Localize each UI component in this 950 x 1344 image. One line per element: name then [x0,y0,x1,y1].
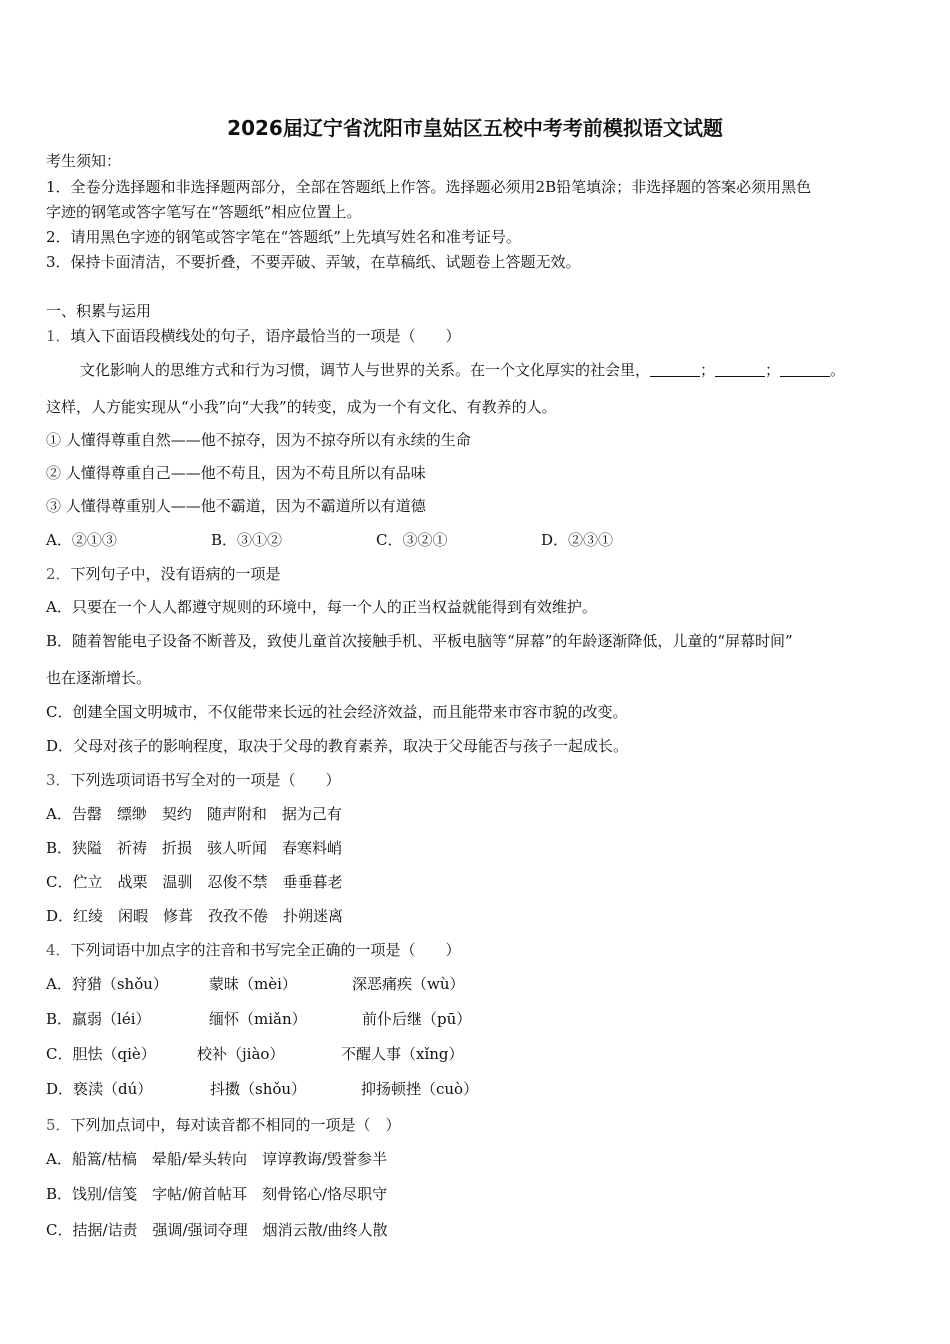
q1-separator-1: ； [700,361,716,379]
q3-option-b: B．狭隘 祈祷 折损 骇人听闻 春寒料峭 [46,839,343,857]
q3-stem [46,770,341,790]
q1-option-a: A．②①③ [46,531,117,549]
q4-option-b [46,1009,471,1029]
q4-option-b-word-3: 前仆后继（pū） [362,1010,472,1028]
q5-option-a: A．船篙/枯槁 晕船/晕头转向 谆谆教诲/毁誉参半 [46,1150,387,1168]
q1-passage-line1 [80,360,845,380]
q1-passage-line2: 这样，人方能实现从“小我”向“大我”的转变，成为一个有文化、有教养的人。 [46,398,557,416]
q5-option-c: C．拮据/诘责 强调/强词夺理 烟消云散/曲终人散 [46,1221,388,1239]
q3-option-a: A．告罄 缥缈 契约 随声附和 据为己有 [46,805,342,823]
q1-blank-1 [650,362,700,377]
q1-sentence-1: ① 人懂得尊重自然——他不掠夺，因为不掠夺所以有永续的生命 [46,431,471,449]
q4-option-c-word-1: C．胆怯（qiè） [46,1045,156,1063]
q4-number: 4． [46,941,71,959]
page-title: 2026届辽宁省沈阳市皇姑区五校中考考前模拟语文试题 [227,116,723,140]
q4-stem [46,940,461,960]
q2-option-b-cont: 也在逐渐增长。 [46,669,152,687]
q4-option-b-word-1: B．羸弱（léi） [46,1010,151,1028]
q5-option-b: B．饯别/信笺 字帖/俯首帖耳 刻骨铭心/恪尽职守 [46,1185,388,1203]
q1-option-c: C．③②① [376,531,448,549]
q2-option-c: C．创建全国文明城市，不仅能带来长远的社会经济效益，而且能带来市容市貌的改变。 [46,703,628,721]
q1-stem-text: 填入下面语段横线处的句子，语序最恰当的一项是（ ） [70,327,461,345]
q1-separator-2: ； [765,361,781,379]
q1-blank-2 [715,362,765,377]
q2-stem-text: 下列句子中，没有语病的一项是 [70,565,281,583]
q2-option-d: D．父母对孩子的影响程度，取决于父母的教育素养，取决于父母能否与孩子一起成长。 [46,737,629,755]
q1-passage-end: 。 [830,361,846,379]
q4-option-a-word-1: A．狩猎（shǒu） [46,975,168,993]
notice-item-1-cont: 字迹的钢笔或答字笔写在“答题纸”相应位置上。 [46,203,362,221]
q2-stem [46,564,281,584]
q1-option-b: B．③①② [211,531,283,549]
q2-option-b: B．随着智能电子设备不断普及，致使儿童首次接触手机、平板电脑等“屏幕”的年龄逐渐降低，儿童的“屏幕时间” [46,632,793,650]
q1-sentence-3: ③ 人懂得尊重别人——他不霸道，因为不霸道所以有道德 [46,497,426,515]
notice-item-3: 3．保持卡面清洁，不要折叠，不要弄破、弄皱，在草稿纸、试题卷上答题无效。 [46,253,581,271]
q4-option-d [46,1079,478,1099]
q5-number: 5． [46,1116,71,1134]
q1-number: 1． [46,327,71,345]
q2-option-a: A．只要在一个人人都遵守规则的环境中，每一个人的正当权益就能得到有效维护。 [46,598,597,616]
q1-stem [46,326,461,346]
q3-number: 3． [46,771,71,789]
q3-option-d: D．红绫 闲暇 修葺 孜孜不倦 扑朔迷离 [46,907,344,925]
q1-passage-text: 文化影响人的思维方式和行为习惯，调节人与世界的关系。在一个文化厚实的社会里， [80,361,651,379]
q3-option-c: C．伫立 战栗 温驯 忍俊不禁 垂垂暮老 [46,873,343,891]
q4-option-a [46,974,465,994]
q4-option-c-word-3: 不醒人事（xǐng） [341,1045,464,1063]
q4-option-c [46,1044,464,1064]
section-heading: 一、积累与运用 [46,302,152,320]
q1-options [46,530,613,550]
q4-option-d-word-2: 抖擞（shǒu） [210,1080,307,1098]
notice-item-1: 1．全卷分选择题和非选择题两部分，全部在答题纸上作答。选择题必须用2B铅笔填涂；非选择题的答案必须用黑色 [46,178,812,196]
q4-option-c-word-2: 校补（jiào） [197,1045,285,1063]
q3-stem-text: 下列选项词语书写全对的一项是（ ） [70,771,341,789]
q1-option-d: D．②③① [541,531,614,549]
q4-option-b-word-2: 缅怀（miǎn） [209,1010,307,1028]
q4-option-a-word-2: 蒙昧（mèi） [209,975,297,993]
q4-stem-text: 下列词语中加点字的注音和书写完全正确的一项是（ ） [70,941,461,959]
notice-item-2: 2．请用黑色字迹的钢笔或答字笔在“答题纸”上先填写姓名和准考证号。 [46,228,521,246]
q1-blank-3 [780,362,830,377]
q5-stem-text: 下列加点词中，每对读音都不相同的一项是（ ） [70,1116,401,1134]
q1-sentence-2: ② 人懂得尊重自己——他不苟且，因为不苟且所以有品味 [46,464,426,482]
q5-stem [46,1115,401,1135]
q4-option-a-word-3: 深恶痛疾（wù） [352,975,465,993]
notice-heading: 考生须知： [46,152,122,170]
q4-option-d-word-1: D．亵渎（dú） [46,1080,153,1098]
q2-number: 2． [46,565,71,583]
q4-option-d-word-3: 抑扬顿挫（cuò） [361,1080,479,1098]
